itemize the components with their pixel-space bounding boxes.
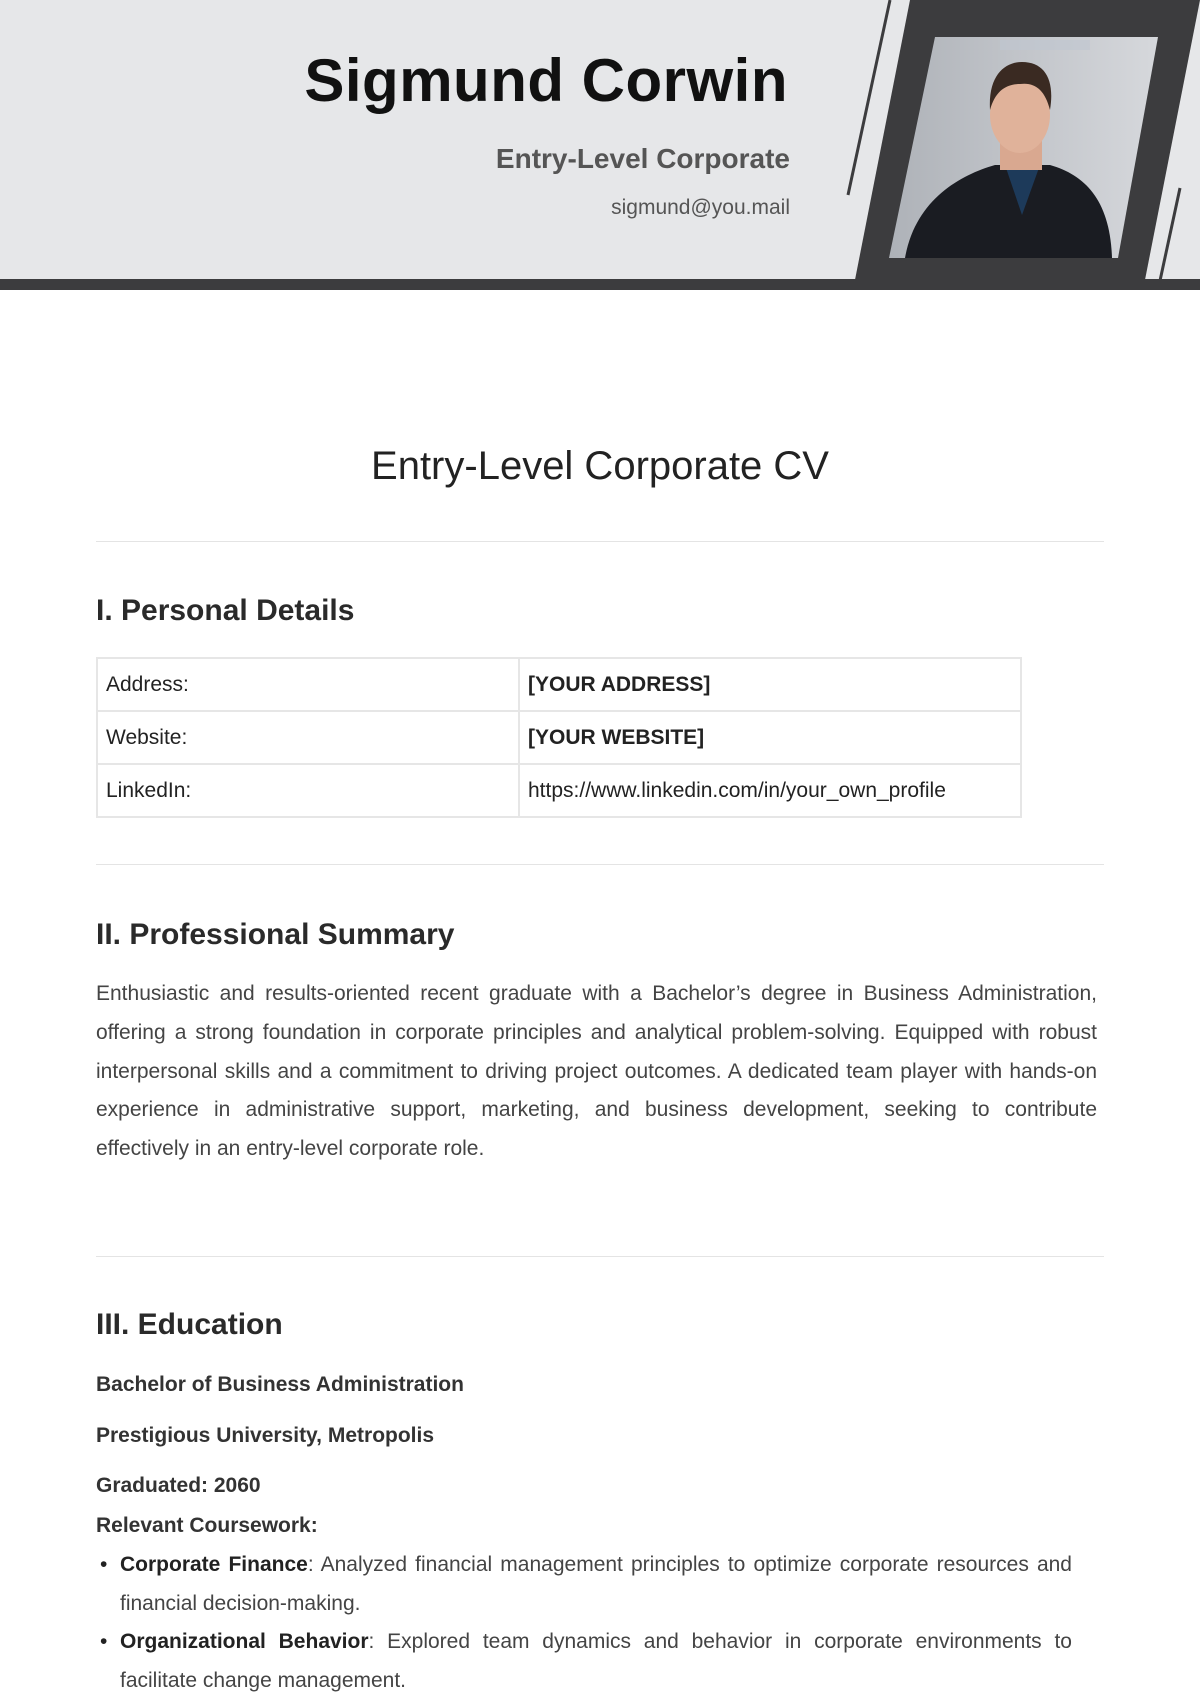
personal-details-table — [96, 657, 1022, 818]
website-value: [YOUR WEBSITE] — [519, 711, 1021, 764]
address-value: [YOUR ADDRESS] — [519, 658, 1021, 711]
course-desc: : Explored team dynamics and behavior in corporate environments to facilitate change management. — [120, 1630, 1072, 1692]
linkedin-label: LinkedIn: — [97, 764, 519, 817]
document-title: Entry-Level Corporate CV — [371, 444, 829, 488]
linkedin-value[interactable]: https://www.linkedin.com/in/your_own_profile — [519, 764, 1021, 817]
list-item — [96, 1623, 1072, 1700]
course-desc: : Analyzed financial management principles to optimize corporate resources and financial decision-making. — [120, 1553, 1072, 1615]
header-bottom-bar — [0, 279, 1200, 290]
school: Prestigious University, Metropolis — [96, 1424, 435, 1447]
table-row — [97, 764, 1021, 817]
website-label: Website: — [97, 711, 519, 764]
coursework-label: Relevant Coursework: — [96, 1514, 318, 1537]
summary-text: Enthusiastic and results-oriented recent graduate with a Bachelor’s degree in Business Administration, offering a strong foundation in corporate principles and analytical problem-solving. Equipped with robust interpersonal skills and a commitment to driving project outcomes. A dedicated team player with hands-on experience in administrative support, marketing, and business development, seeking to contribute effectively in an entry-level corporate role. — [96, 982, 1097, 1161]
personal-details-heading: I. Personal Details — [96, 594, 355, 627]
address-label: Address: — [97, 658, 519, 711]
course-name: Organizational Behavior — [120, 1630, 369, 1653]
graduation-year: Graduated: 2060 — [96, 1474, 261, 1497]
professional-summary-heading: II. Professional Summary — [96, 918, 455, 951]
candidate-name: Sigmund Corwin — [304, 47, 788, 114]
candidate-email[interactable]: sigmund@you.mail — [611, 196, 790, 219]
divider — [96, 864, 1104, 865]
divider — [96, 1256, 1104, 1257]
list-item — [96, 1546, 1072, 1623]
degree: Bachelor of Business Administration — [96, 1373, 464, 1396]
table-row — [97, 711, 1021, 764]
table-row — [97, 658, 1021, 711]
divider — [96, 541, 1104, 542]
course-name: Corporate Finance — [120, 1553, 308, 1576]
coursework-list — [96, 1546, 1072, 1700]
header-banner — [0, 0, 1200, 290]
education-heading: III. Education — [96, 1308, 283, 1341]
candidate-subtitle: Entry-Level Corporate — [495, 143, 790, 174]
